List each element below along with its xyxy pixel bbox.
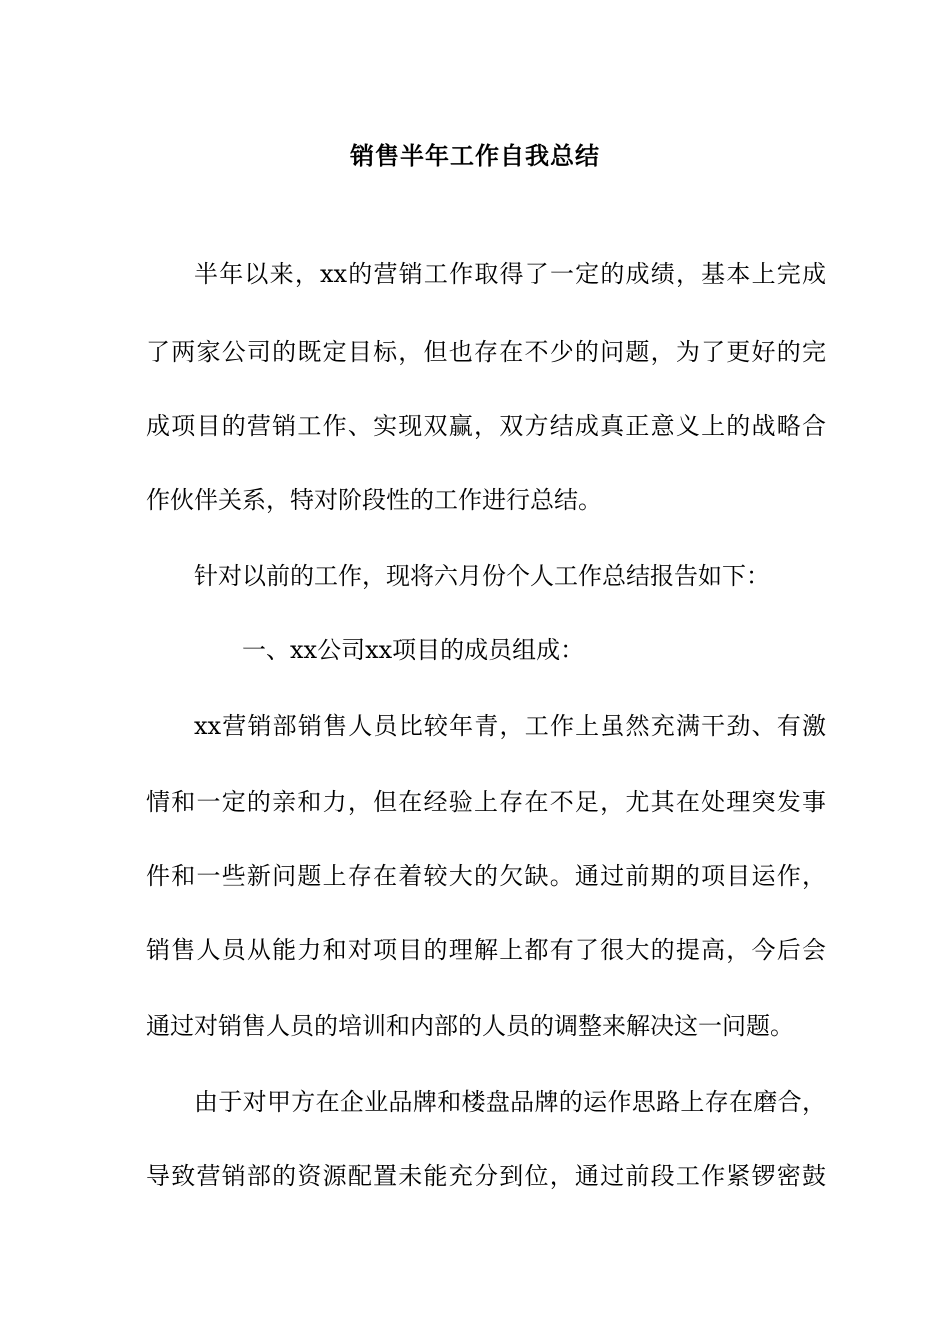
paragraph-line: 通过对销售人员的培训和内部的人员的调整来解决这一问题。 <box>146 1012 794 1040</box>
paragraph-line: xx营销部销售人员比较年青，工作上虽然充满干劲、有激 <box>194 712 826 740</box>
paragraph-line: 导致营销部的资源配置未能充分到位，通过前段工作紧锣密鼓 <box>146 1162 826 1190</box>
paragraph-line: 情和一定的亲和力，但在经验上存在不足，尤其在处理突发事 <box>146 788 826 816</box>
section-heading: 一、xx公司xx项目的成员组成： <box>242 636 585 664</box>
paragraph-line: 半年以来，xx的营销工作取得了一定的成绩，基本上完成 <box>194 260 826 288</box>
paragraph-line: 针对以前的工作，现将六月份个人工作总结报告如下： <box>194 562 770 590</box>
document-title: 销售半年工作自我总结 <box>350 141 600 170</box>
paragraph-line: 由于对甲方在企业品牌和楼盘品牌的运作思路上存在磨合， <box>194 1088 826 1116</box>
paragraph-line: 作伙伴关系，特对阶段性的工作进行总结。 <box>146 486 602 514</box>
paragraph-line: 成项目的营销工作、实现双赢，双方结成真正意义上的战略合 <box>146 412 826 440</box>
paragraph-line: 件和一些新问题上存在着较大的欠缺。通过前期的项目运作， <box>146 862 826 890</box>
paragraph-line: 销售人员从能力和对项目的理解上都有了很大的提高，今后会 <box>146 936 826 964</box>
paragraph-line: 了两家公司的既定目标，但也存在不少的问题，为了更好的完 <box>146 338 826 366</box>
